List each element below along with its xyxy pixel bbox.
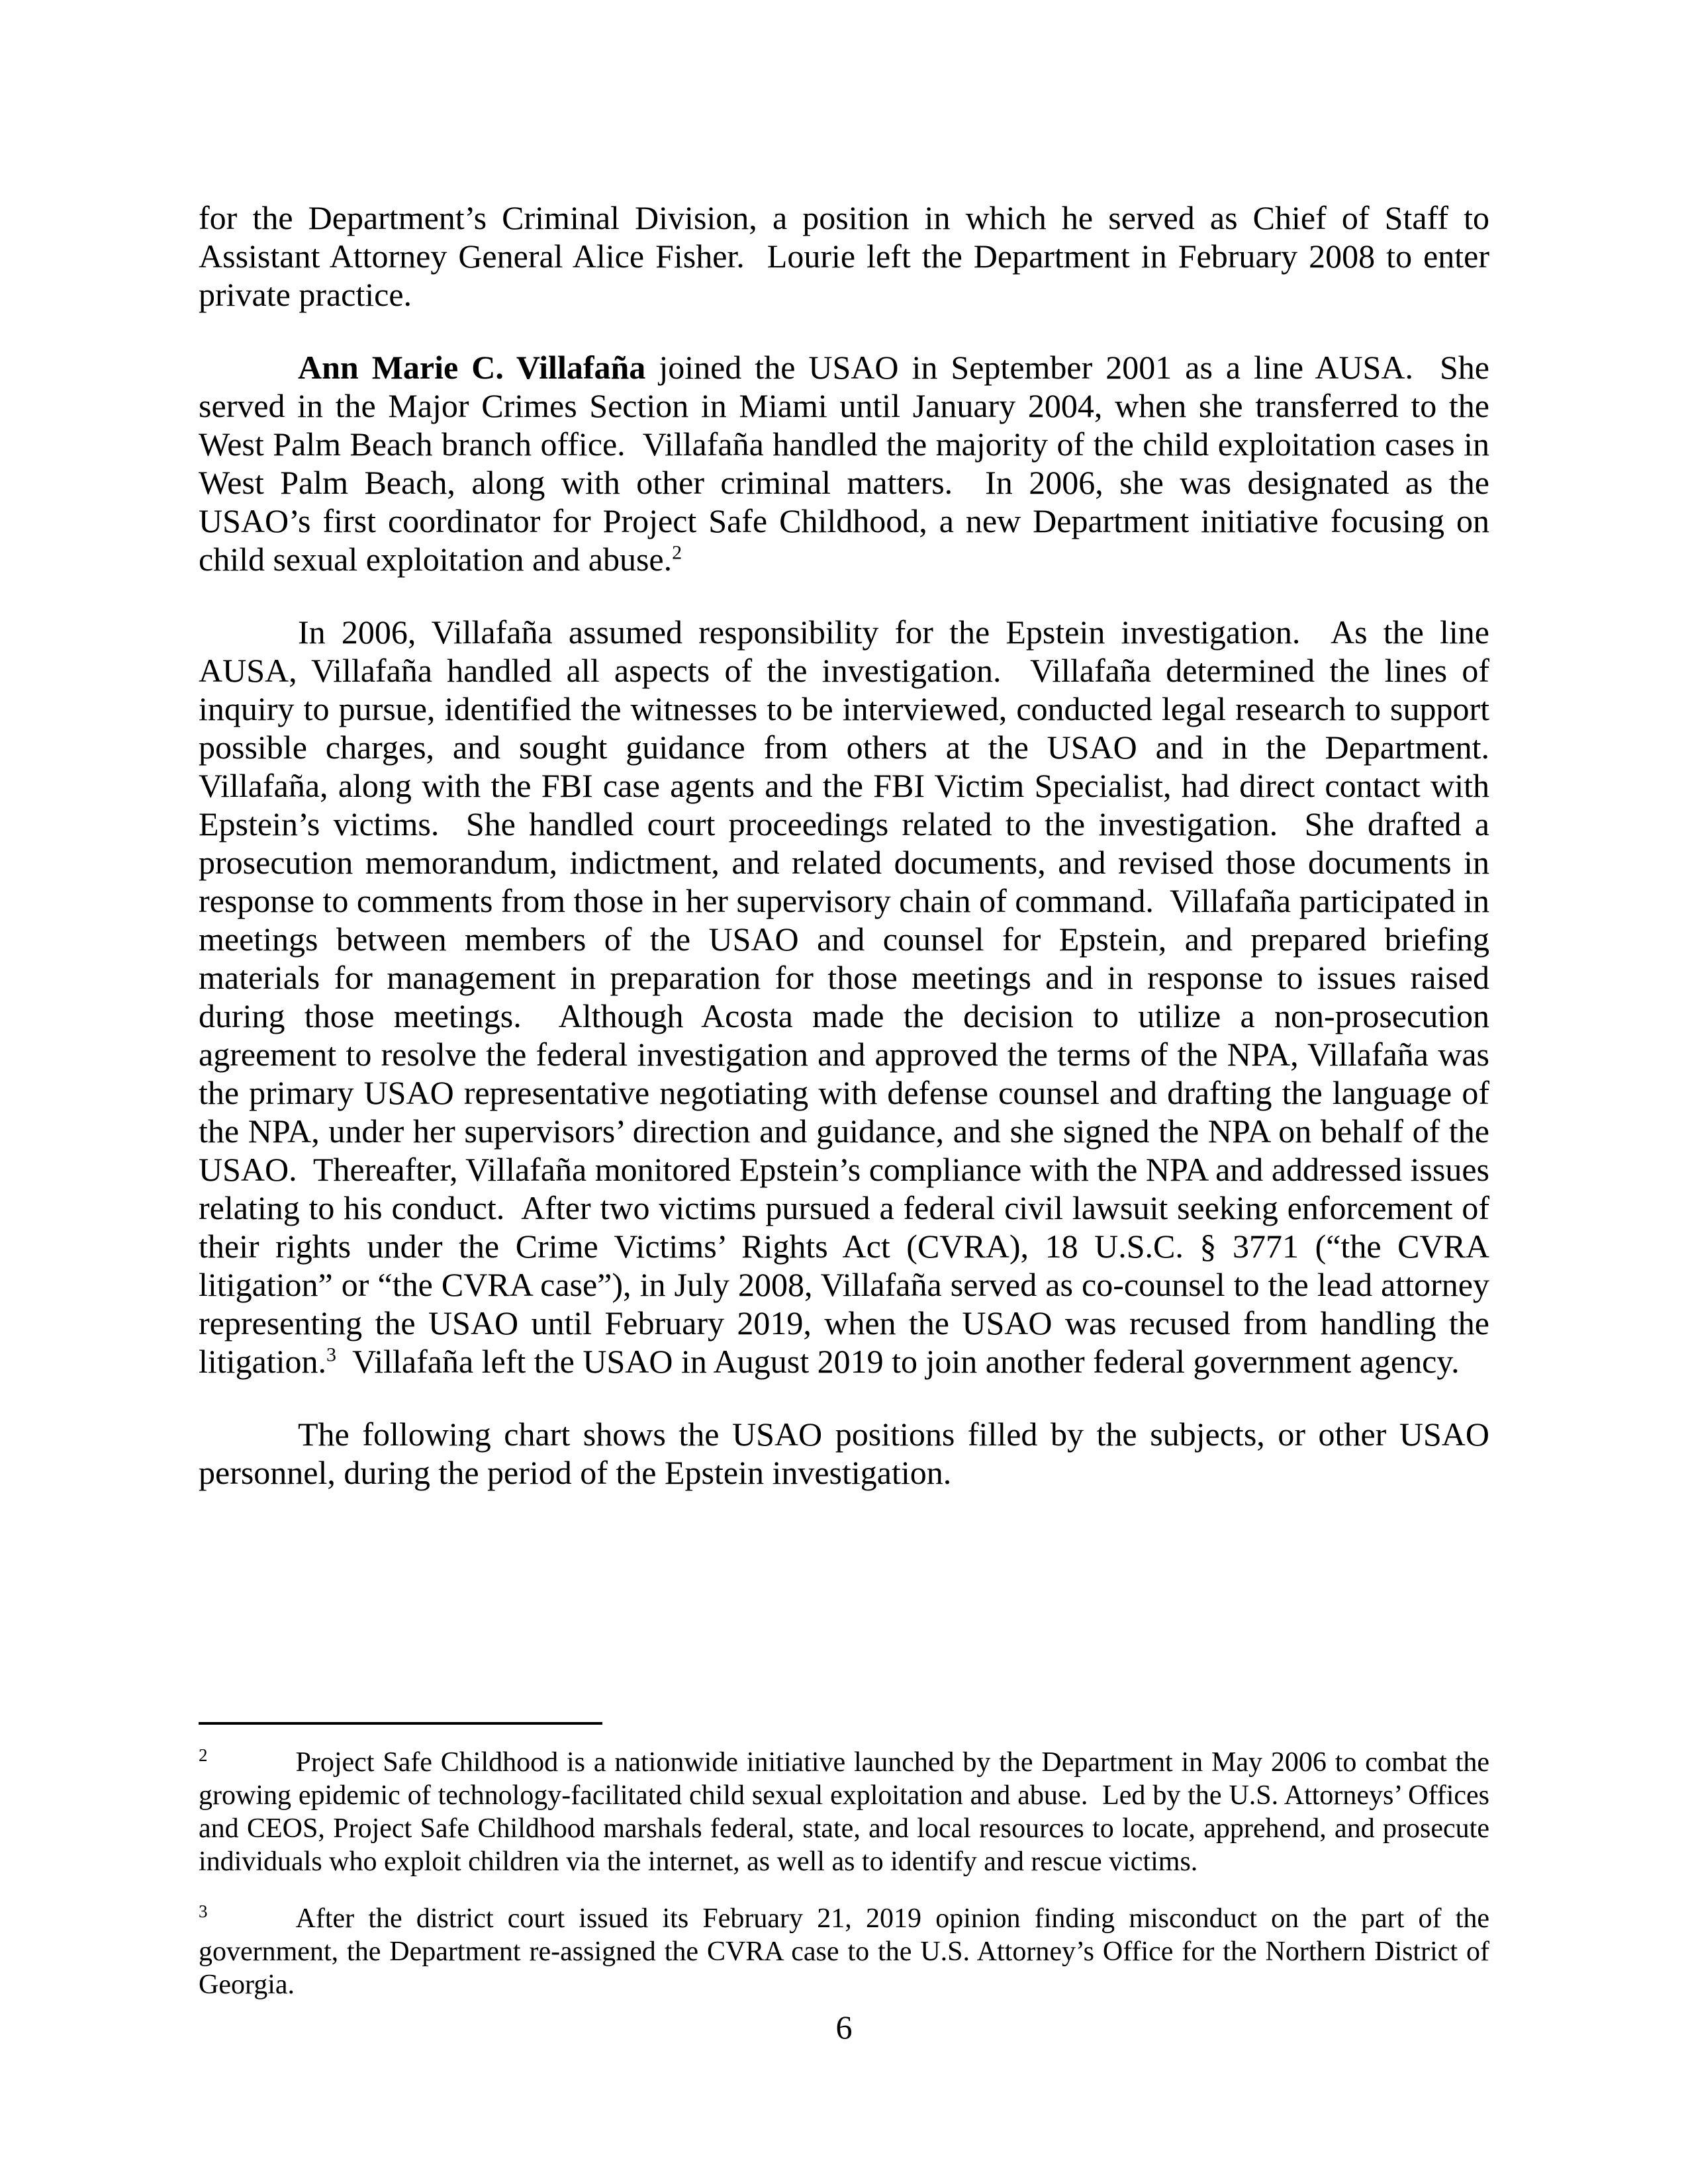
body-paragraph	[199, 613, 1506, 1381]
paragraph-text: In 2006, Villafaña assumed responsibility for the Epstein investigation. As the line AUSA, Villafaña handled all aspects of the investigation. Villafaña determined the lines of inquiry to pursue, identified the witnesses to be interviewed, conducted legal research to support possible charges, and sought guidance from others at the USAO and in the Department. Villafaña, along with the FBI case agents and the FBI Victim Specialist, had direct contact with Epstein’s victims. She handled court proceedings related to the investigation. She drafted a prosecution memorandum, indictment, and related documents, and revised those documents in response to comments from those in her supervisory chain of command. Villafaña participated in meetings between members of the USAO and counsel for Epstein, and prepared briefing materials for management in preparation for those meetings and in response to issues raised during those meetings. Although Acosta made the decision to utilize a non-prosecution agreement to resolve the federal investigation and approved the terms of the NPA, Villafaña was the primary USAO representative negotiating with defense counsel and drafting the language of the NPA, under her supervisors’ direction and guidance, and she signed the NPA on behalf of the USAO. Thereafter, Villafaña monitored Epstein’s compliance with the NPA and addressed issues relating to his conduct. After two victims pursued a federal civil lawsuit seeking enforcement of their rights under the Crime Victims’ Rights Act (CVRA), 18 U.S.C. § 3771 (“the CVRA litigation” or “the CVRA case”), in July 2008, Villafaña served as co-counsel to the lead attorney representing the USAO until February 2019, when the USAO was recused from handling the litigation.	[199, 614, 1506, 1380]
body-paragraph	[199, 348, 1498, 578]
footnote-reference: 2	[672, 541, 682, 564]
footnote	[199, 1745, 1497, 1878]
footnote-text: Project Safe Childhood is a nationwide initiative launched by the Department in May 2006 to combat the growing epidemic of technology-facilitated child sexual exploitation and abuse. Led by the U.S. Attorneys’ Offices and CEOS, Project Safe Childhood marshals federal, state, and local resources to locate, apprehend, and prosecute individuals who exploit children via the internet, as well as to identify and rescue victims.	[199, 1747, 1497, 1877]
body-paragraph	[199, 199, 1498, 314]
footnote-marker: 3	[199, 1901, 208, 1921]
footnote-marker: 2	[199, 1745, 208, 1765]
bold-name: Ann Marie C. Villafaña	[298, 349, 646, 386]
footnote-separator	[199, 1722, 602, 1725]
body-paragraph	[199, 1415, 1498, 1492]
body-text	[199, 199, 1506, 1492]
footnote-text: After the district court issued its February 21, 2019 opinion finding misconduct on the part of the government, the Department re-assigned the CVRA case to the U.S. Attorney’s Office for the Northern District of Georgia.	[199, 1903, 1497, 2000]
paragraph-text: for the Department’s Criminal Division, a position in which he served as Chief of Staff to Assistant Attorney General Alice Fisher. Lourie left the Department in February 2008 to enter private practice.	[199, 199, 1498, 313]
footnote-reference: 3	[326, 1343, 337, 1366]
footnote	[199, 1901, 1497, 2001]
paragraph-text: The following chart shows the USAO positions filled by the subjects, or other USAO personnel, during the period of the Epstein investigation.	[199, 1416, 1498, 1491]
footnotes	[199, 1745, 1497, 2001]
paragraph-text: Villafaña left the USAO in August 2019 to join another federal government agency.	[336, 1343, 1460, 1380]
footnote-section	[199, 1722, 1497, 2001]
paragraph-text: joined the USAO in September 2001 as a line AUSA. She served in the Major Crimes Section in Miami until January 2004, when she transferred to the West Palm Beach branch office. Villafaña handled the majority of the child exploitation cases in West Palm Beach, along with other criminal matters. In 2006, she was designated as the USAO’s first coordinator for Project Safe Childhood, a new Department initiative focusing on child sexual exploitation and abuse.	[199, 349, 1498, 578]
page-number: 6	[835, 2009, 853, 2046]
